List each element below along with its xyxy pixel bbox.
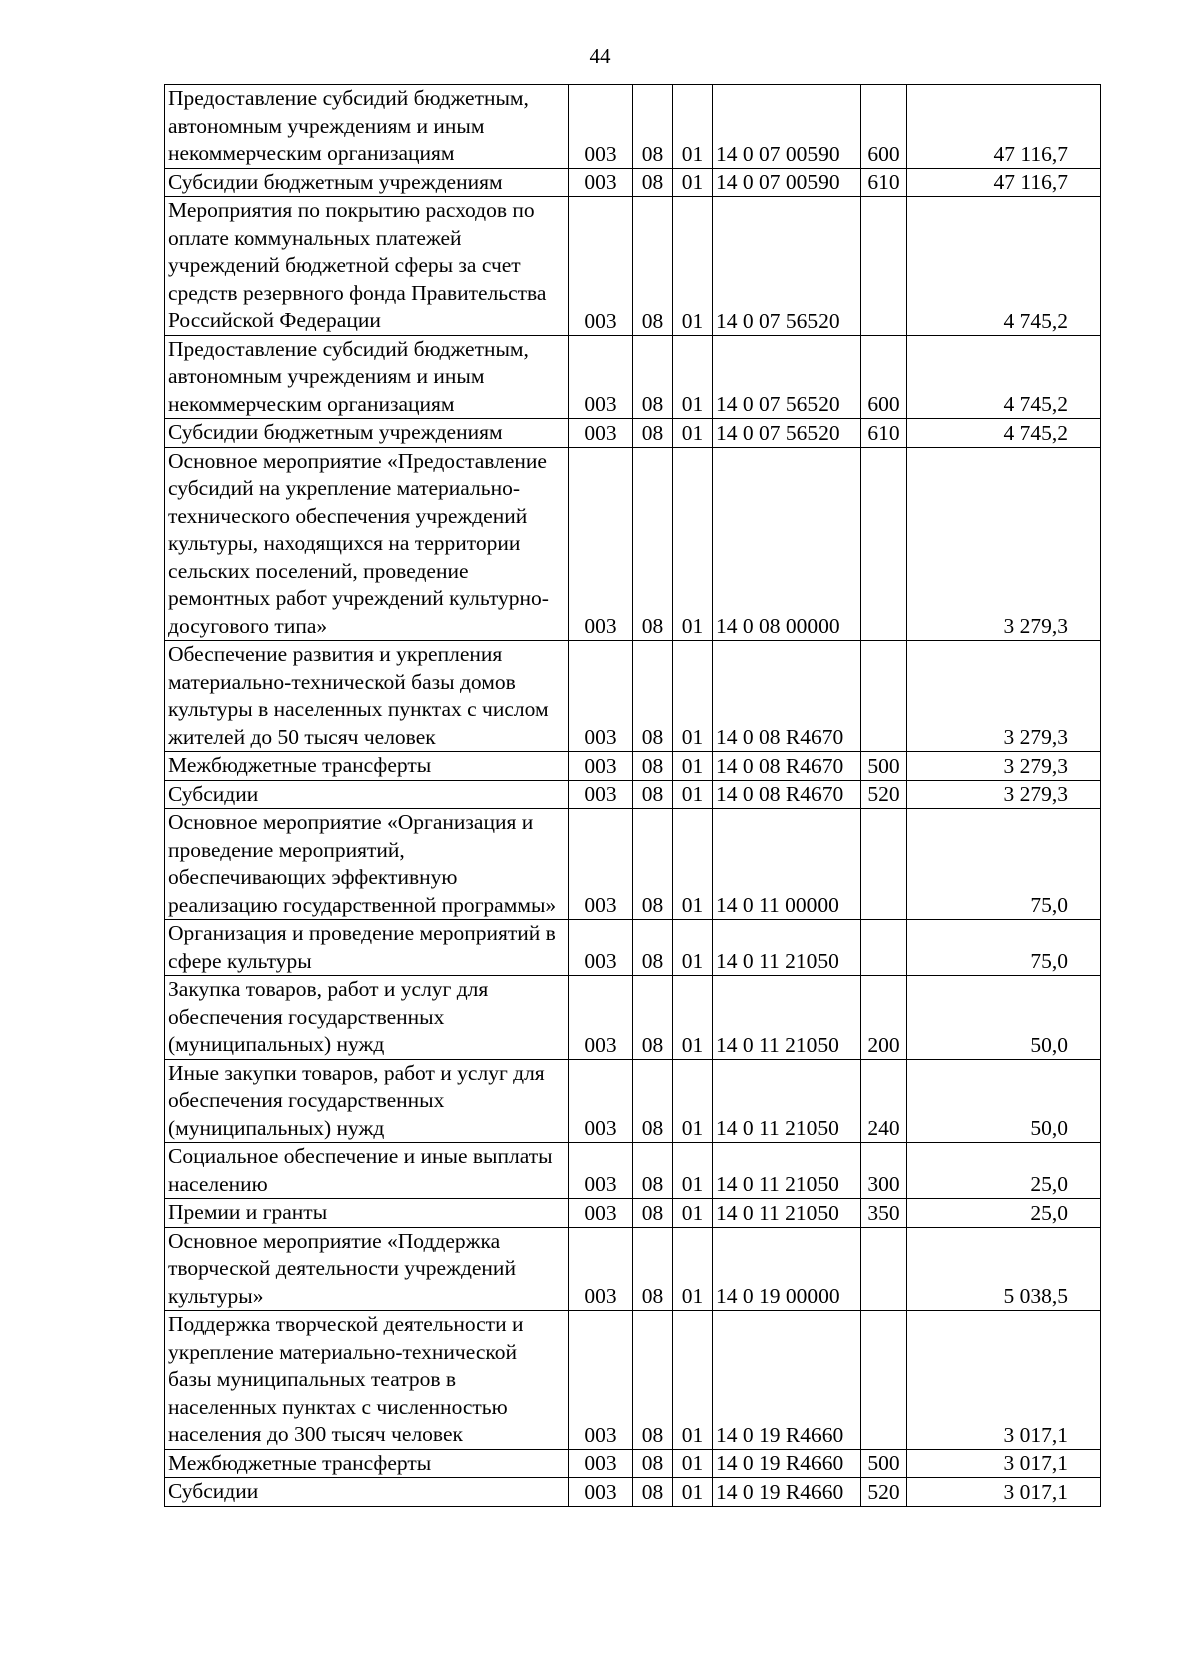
grbs-code-cell: 003 <box>569 1059 633 1143</box>
section-code-cell: 08 <box>633 197 673 336</box>
expense-type-cell <box>861 447 907 641</box>
section-code-cell: 08 <box>633 419 673 448</box>
subsection-code-cell: 01 <box>673 419 713 448</box>
expense-type-cell: 200 <box>861 976 907 1060</box>
expense-name-cell: Межбюджетные трансферты <box>165 752 569 781</box>
amount-cell: 4 745,2 <box>907 419 1101 448</box>
target-article-cell: 14 0 11 21050 <box>713 976 861 1060</box>
target-article-cell: 14 0 19 R4660 <box>713 1478 861 1507</box>
expense-type-cell: 600 <box>861 85 907 169</box>
grbs-code-cell: 003 <box>569 85 633 169</box>
expense-name-cell: Поддержка творческой деятельности и укрепление материально-технической базы муниципальных театров в населенных пунктах с численностью населения до 300 тысяч человек <box>165 1311 569 1450</box>
grbs-code-cell: 003 <box>569 1227 633 1311</box>
grbs-code-cell: 003 <box>569 1311 633 1450</box>
section-code-cell: 08 <box>633 447 673 641</box>
expense-type-cell <box>861 920 907 976</box>
grbs-code-cell: 003 <box>569 419 633 448</box>
amount-cell: 47 116,7 <box>907 85 1101 169</box>
subsection-code-cell: 01 <box>673 1478 713 1507</box>
expense-type-cell: 500 <box>861 752 907 781</box>
amount-cell: 3 279,3 <box>907 641 1101 752</box>
target-article-cell: 14 0 11 21050 <box>713 920 861 976</box>
target-article-cell: 14 0 07 00590 <box>713 85 861 169</box>
expense-name-cell: Закупка товаров, работ и услуг для обеспечения государственных (муниципальных) нужд <box>165 976 569 1060</box>
expense-name-cell: Обеспечение развития и укрепления материально-технической базы домов культуры в населенных пунктах с числом жителей до 50 тысяч человек <box>165 641 569 752</box>
amount-cell: 25,0 <box>907 1143 1101 1199</box>
section-code-cell: 08 <box>633 809 673 920</box>
section-code-cell: 08 <box>633 641 673 752</box>
expense-type-cell <box>861 1227 907 1311</box>
amount-cell: 3 279,3 <box>907 447 1101 641</box>
target-article-cell: 14 0 11 21050 <box>713 1199 861 1228</box>
expense-type-cell: 300 <box>861 1143 907 1199</box>
section-code-cell: 08 <box>633 920 673 976</box>
table-row <box>165 780 1101 809</box>
target-article-cell: 14 0 08 R4670 <box>713 641 861 752</box>
section-code-cell: 08 <box>633 1143 673 1199</box>
section-code-cell: 08 <box>633 976 673 1060</box>
subsection-code-cell: 01 <box>673 752 713 781</box>
grbs-code-cell: 003 <box>569 920 633 976</box>
table-row <box>165 168 1101 197</box>
subsection-code-cell: 01 <box>673 1199 713 1228</box>
expense-name-cell: Основное мероприятие «Поддержка творческой деятельности учреждений культуры» <box>165 1227 569 1311</box>
grbs-code-cell: 003 <box>569 168 633 197</box>
expense-name-cell: Предоставление субсидий бюджетным, автономным учреждениям и иным некоммерческим организациям <box>165 335 569 419</box>
subsection-code-cell: 01 <box>673 1143 713 1199</box>
subsection-code-cell: 01 <box>673 780 713 809</box>
expense-name-cell: Социальное обеспечение и иные выплаты населению <box>165 1143 569 1199</box>
expense-type-cell: 240 <box>861 1059 907 1143</box>
budget-table <box>164 84 1101 1507</box>
target-article-cell: 14 0 08 R4670 <box>713 780 861 809</box>
table-row <box>165 1199 1101 1228</box>
expense-name-cell: Субсидии <box>165 1478 569 1507</box>
section-code-cell: 08 <box>633 1227 673 1311</box>
amount-cell: 75,0 <box>907 809 1101 920</box>
amount-cell: 4 745,2 <box>907 335 1101 419</box>
target-article-cell: 14 0 07 56520 <box>713 197 861 336</box>
table-row <box>165 1143 1101 1199</box>
expense-type-cell: 500 <box>861 1449 907 1478</box>
grbs-code-cell: 003 <box>569 641 633 752</box>
grbs-code-cell: 003 <box>569 780 633 809</box>
amount-cell: 4 745,2 <box>907 197 1101 336</box>
table-row <box>165 85 1101 169</box>
page-number: 44 <box>589 44 611 68</box>
amount-cell: 3 017,1 <box>907 1449 1101 1478</box>
target-article-cell: 14 0 07 00590 <box>713 168 861 197</box>
expense-type-cell <box>861 809 907 920</box>
table-row <box>165 1478 1101 1507</box>
expense-name-cell: Предоставление субсидий бюджетным, автономным учреждениям и иным некоммерческим организациям <box>165 85 569 169</box>
section-code-cell: 08 <box>633 780 673 809</box>
expense-name-cell: Субсидии бюджетным учреждениям <box>165 419 569 448</box>
table-row <box>165 419 1101 448</box>
table-row <box>165 920 1101 976</box>
expense-name-cell: Премии и гранты <box>165 1199 569 1228</box>
amount-cell: 3 279,3 <box>907 780 1101 809</box>
section-code-cell: 08 <box>633 1478 673 1507</box>
target-article-cell: 14 0 07 56520 <box>713 335 861 419</box>
expense-name-cell: Основное мероприятие «Организация и проведение мероприятий, обеспечивающих эффективную реализацию государственной программы» <box>165 809 569 920</box>
section-code-cell: 08 <box>633 752 673 781</box>
amount-cell: 75,0 <box>907 920 1101 976</box>
amount-cell: 50,0 <box>907 976 1101 1060</box>
section-code-cell: 08 <box>633 1199 673 1228</box>
target-article-cell: 14 0 11 21050 <box>713 1059 861 1143</box>
table-row <box>165 1227 1101 1311</box>
expense-type-cell <box>861 197 907 336</box>
expense-name-cell: Иные закупки товаров, работ и услуг для обеспечения государственных (муниципальных) нужд <box>165 1059 569 1143</box>
section-code-cell: 08 <box>633 1311 673 1450</box>
subsection-code-cell: 01 <box>673 920 713 976</box>
amount-cell: 3 017,1 <box>907 1478 1101 1507</box>
table-row <box>165 335 1101 419</box>
subsection-code-cell: 01 <box>673 1227 713 1311</box>
grbs-code-cell: 003 <box>569 1143 633 1199</box>
expense-type-cell <box>861 1311 907 1450</box>
target-article-cell: 14 0 07 56520 <box>713 419 861 448</box>
section-code-cell: 08 <box>633 335 673 419</box>
section-code-cell: 08 <box>633 85 673 169</box>
expense-type-cell: 520 <box>861 1478 907 1507</box>
table-row <box>165 197 1101 336</box>
subsection-code-cell: 01 <box>673 809 713 920</box>
table-row <box>165 976 1101 1060</box>
section-code-cell: 08 <box>633 1059 673 1143</box>
grbs-code-cell: 003 <box>569 1449 633 1478</box>
subsection-code-cell: 01 <box>673 447 713 641</box>
amount-cell: 50,0 <box>907 1059 1101 1143</box>
expense-name-cell: Организация и проведение мероприятий в сфере культуры <box>165 920 569 976</box>
table-row <box>165 447 1101 641</box>
section-code-cell: 08 <box>633 168 673 197</box>
expense-type-cell: 610 <box>861 168 907 197</box>
table-row <box>165 1311 1101 1450</box>
target-article-cell: 14 0 19 00000 <box>713 1227 861 1311</box>
target-article-cell: 14 0 19 R4660 <box>713 1311 861 1450</box>
expense-name-cell: Субсидии бюджетным учреждениям <box>165 168 569 197</box>
expense-name-cell: Основное мероприятие «Предоставление субсидий на укрепление материально-технического обеспечения учреждений культуры, находящихся на территории сельских поселений, проведение ремонтных работ учреждений культурно-досугового типа» <box>165 447 569 641</box>
subsection-code-cell: 01 <box>673 168 713 197</box>
section-code-cell: 08 <box>633 1449 673 1478</box>
grbs-code-cell: 003 <box>569 1199 633 1228</box>
grbs-code-cell: 003 <box>569 335 633 419</box>
expense-name-cell: Межбюджетные трансферты <box>165 1449 569 1478</box>
grbs-code-cell: 003 <box>569 809 633 920</box>
subsection-code-cell: 01 <box>673 85 713 169</box>
grbs-code-cell: 003 <box>569 447 633 641</box>
amount-cell: 25,0 <box>907 1199 1101 1228</box>
subsection-code-cell: 01 <box>673 1449 713 1478</box>
expense-type-cell <box>861 641 907 752</box>
grbs-code-cell: 003 <box>569 1478 633 1507</box>
target-article-cell: 14 0 08 R4670 <box>713 752 861 781</box>
amount-cell: 3 279,3 <box>907 752 1101 781</box>
table-row <box>165 1449 1101 1478</box>
subsection-code-cell: 01 <box>673 335 713 419</box>
table-row <box>165 752 1101 781</box>
table-row <box>165 809 1101 920</box>
grbs-code-cell: 003 <box>569 197 633 336</box>
amount-cell: 3 017,1 <box>907 1311 1101 1450</box>
table-body <box>165 85 1101 1507</box>
target-article-cell: 14 0 11 21050 <box>713 1143 861 1199</box>
expense-type-cell: 520 <box>861 780 907 809</box>
expense-type-cell: 610 <box>861 419 907 448</box>
amount-cell: 5 038,5 <box>907 1227 1101 1311</box>
amount-cell: 47 116,7 <box>907 168 1101 197</box>
subsection-code-cell: 01 <box>673 976 713 1060</box>
subsection-code-cell: 01 <box>673 197 713 336</box>
subsection-code-cell: 01 <box>673 641 713 752</box>
expense-type-cell: 350 <box>861 1199 907 1228</box>
expense-name-cell: Субсидии <box>165 780 569 809</box>
target-article-cell: 14 0 19 R4660 <box>713 1449 861 1478</box>
table-row <box>165 1059 1101 1143</box>
expense-name-cell: Мероприятия по покрытию расходов по оплате коммунальных платежей учреждений бюджетной сферы за счет средств резервного фонда Правительства Российской Федерации <box>165 197 569 336</box>
target-article-cell: 14 0 08 00000 <box>713 447 861 641</box>
grbs-code-cell: 003 <box>569 976 633 1060</box>
table-row <box>165 641 1101 752</box>
expense-type-cell: 600 <box>861 335 907 419</box>
subsection-code-cell: 01 <box>673 1311 713 1450</box>
subsection-code-cell: 01 <box>673 1059 713 1143</box>
target-article-cell: 14 0 11 00000 <box>713 809 861 920</box>
grbs-code-cell: 003 <box>569 752 633 781</box>
